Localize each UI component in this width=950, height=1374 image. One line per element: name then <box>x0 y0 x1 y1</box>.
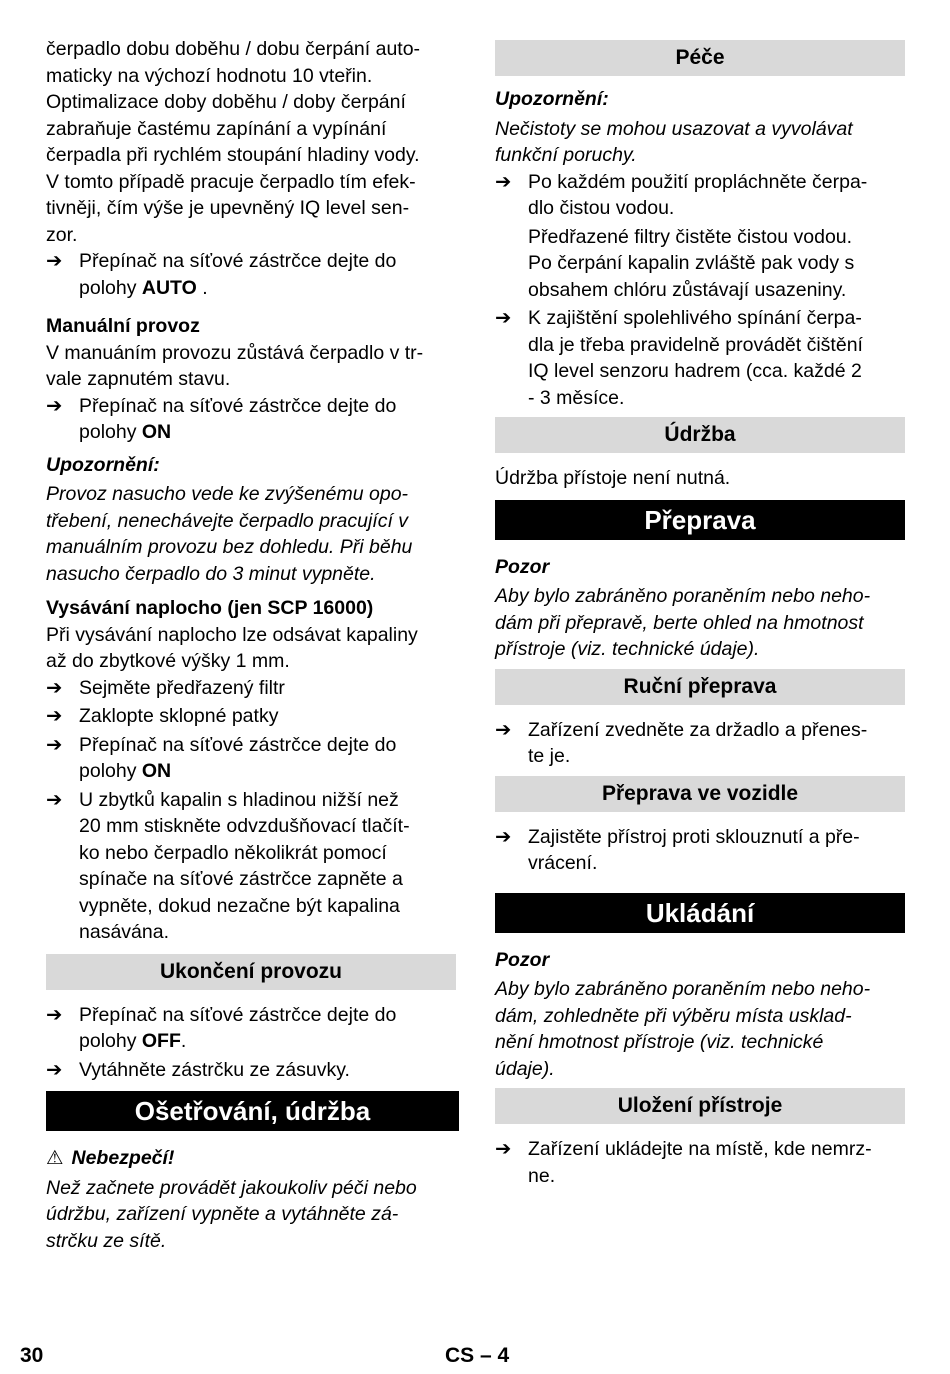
arrow-right-icon: ➔ <box>46 676 63 699</box>
arrow-right-icon: ➔ <box>46 1003 63 1026</box>
caution-heading-2: Pozor <box>495 948 550 971</box>
section-page-label: CS – 4 <box>445 1344 510 1367</box>
device-storage-step: ➔ Zařízení ukládejte na místě, kde nemrz- ne. <box>495 1136 905 1189</box>
step-unplug: ➔ Vytáhněte zástrčku ze zásuvky. <box>46 1057 456 1084</box>
step-on-manual: ➔ Přepínač na síťové zástrčce dejte do polohy ON <box>46 393 456 446</box>
device-storage-heading: Uložení přístroje <box>495 1088 905 1124</box>
vehicle-transport-step: ➔ Zajistěte přístroj proti sklouznutí a pře- vrácení. <box>495 824 905 877</box>
arrow-right-icon: ➔ <box>495 1138 512 1160</box>
page-number: 30 <box>20 1344 44 1367</box>
right-column <box>495 40 905 1189</box>
care-step-2: ➔ K zajištění spolehlivého spínání čerpa- dla je třeba pravidelně provádět čištění IQ level senzoru hadrem (cca. každé 2 - 3 měsíce. <box>495 305 905 411</box>
transport-heading: Přeprava <box>495 500 905 540</box>
step-off: ➔ Přepínač na síťové zástrčce dejte do polohy OFF. <box>46 1002 456 1055</box>
flat-step-1: ➔ Sejměte předřazený filtr <box>46 675 456 702</box>
arrow-right-icon: ➔ <box>46 1058 63 1081</box>
danger-heading: ⚠ Nebezpečí! <box>46 1145 456 1172</box>
warning-triangle-icon: ⚠ <box>46 1147 64 1169</box>
flat-step-2: ➔ Zaklopte sklopné patky <box>46 703 456 730</box>
caution-heading: Pozor <box>495 555 550 578</box>
arrow-right-icon: ➔ <box>46 250 63 272</box>
flat-step-4: ➔ U zbytků kapalin s hladinou nižší než 20 mm stiskněte odvzdušňovací tlačít- ko nebo čerpadlo několikrát pomocí spínače na síťové zástrčce zapněte a vypněte, dokud nezačne být kapalina nasávána. <box>46 787 456 946</box>
manual-text: V manuáním provozu zůstává čerpadlo v tr- vale zapnutém stavu. <box>46 341 424 390</box>
caution-text: Aby bylo zabráněno poraněním nebo neho- dám při přepravě, berte ohled na hmotnost přístroje (viz. technické údaje). <box>495 585 871 660</box>
arrow-right-icon: ➔ <box>46 733 63 756</box>
storage-heading: Ukládání <box>495 893 905 933</box>
note-text: Nečistoty se mohou usazovat a vyvolávat funkční poruchy. <box>495 117 853 166</box>
maintenance-text: Údržba přístoje není nutná. <box>495 467 731 489</box>
arrow-right-icon: ➔ <box>46 788 63 811</box>
arrow-right-icon: ➔ <box>46 705 63 727</box>
flat-text: Při vysávání naplocho lze odsávat kapaliny až do zbytkové výšky 1 mm. <box>46 623 418 672</box>
manual-transport-step: ➔ Zařízení zvedněte za držadlo a přenes- te je. <box>495 717 905 770</box>
note-heading: Upozornění: <box>495 88 609 110</box>
arrow-right-icon: ➔ <box>46 394 63 417</box>
end-operation-heading: Ukončení provozu <box>46 954 456 990</box>
care-step-1: ➔ Po každém použití propláchněte čerpa- dlo čistou vodou. <box>495 169 905 222</box>
intro-text: čerpadlo dobu doběhu / dobu čerpání auto- maticky na výchozí hodnotu 10 vteřin. Optimalizace doby doběhu / doby čerpání zabraňuje častému zapínání a vypínání čerpadla při rychlém stoupání hladiny vody. V tomto případě pracuje čerpadlo tím efek- tivněji, čím výše je upevněný IQ level sen- zor. <box>46 38 421 246</box>
arrow-right-icon: ➔ <box>495 718 512 741</box>
flat-step-3: ➔ Přepínač na síťové zástrčce dejte do polohy ON <box>46 732 456 785</box>
flat-heading: Vysávání naplocho (jen SCP 16000) <box>46 597 374 619</box>
manual-heading: Manuální provoz <box>46 315 200 337</box>
danger-text: Než začnete provádět jakoukoliv péči nebo údržbu, zařízení vypněte a vytáhněte zá- strčku ze sítě. <box>46 1176 417 1252</box>
note-text: Provoz nasucho vede ke zvýšenému opo- třebení, nenechávejte čerpadlo pracující v manuálním provozu bez dohledu. Při běhu nasucho čerpadlo do 3 minut vypněte. <box>46 483 413 585</box>
vehicle-transport-heading: Přeprava ve vozidle <box>495 776 905 812</box>
note-heading: Upozornění: <box>46 453 160 476</box>
care-heading: Péče <box>495 40 905 76</box>
care-step-1-details: Předřazené filtry čistěte čistou vodou. Po čerpání kapalin zvláště pak vody s obsahem chlóru zůstávají usazeniny. <box>528 225 855 301</box>
arrow-right-icon: ➔ <box>495 170 512 193</box>
maintenance-heading: Údržba <box>495 417 905 453</box>
manual-transport-heading: Ruční přeprava <box>495 669 905 705</box>
care-maintenance-heading: Ošetřování, údržba <box>46 1091 459 1131</box>
left-column <box>46 36 456 1254</box>
arrow-right-icon: ➔ <box>495 825 512 848</box>
caution-text-2: Aby bylo zabráněno poraněním nebo neho- dám, zohledněte při výběru místa usklad- nění hmotnost přístroje (viz. technické údaje). <box>495 978 871 1080</box>
step-auto: ➔ Přepínač na síťové zástrčce dejte do polohy AUTO . <box>46 248 456 301</box>
arrow-right-icon: ➔ <box>495 307 512 329</box>
